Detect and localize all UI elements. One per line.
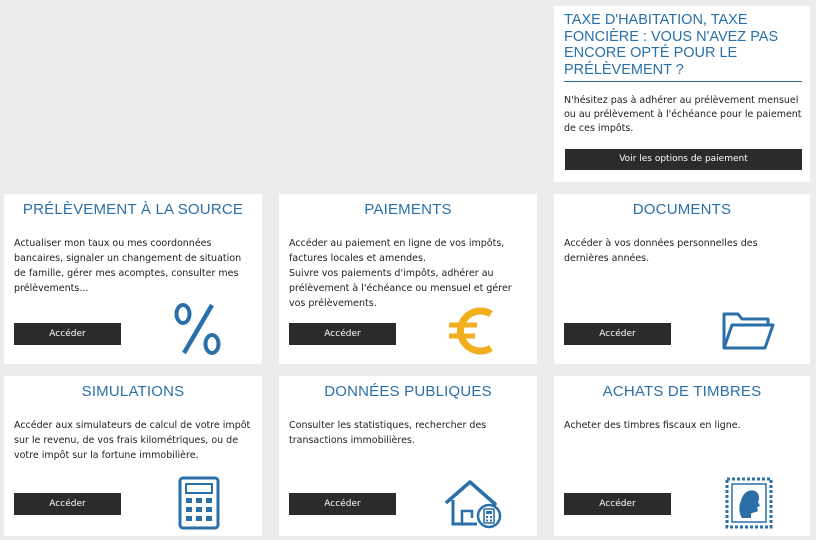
card-title: SIMULATIONS <box>81 383 185 400</box>
card-description <box>14 418 254 463</box>
paiements-access-button[interactable]: Accéder <box>289 323 396 345</box>
card-description-line: Accéder au paiement en ligne de vos impôts, factures locales et amendes. <box>289 238 505 264</box>
payment-options-button[interactable]: Voir les options de paiement <box>565 149 802 170</box>
stamp-icon <box>724 476 774 530</box>
prelevement-source-access-button[interactable]: Accéder <box>14 323 121 345</box>
calculator-icon <box>178 476 220 530</box>
documents-access-button[interactable]: Accéder <box>564 323 671 345</box>
card-achats-timbres <box>554 376 810 536</box>
card-description-line: Acheter des timbres fiscaux en ligne. <box>564 420 741 431</box>
card-description-line: Accéder aux simulateurs de calcul de votre impôt sur le revenu, de vos frais kilométriques, ou de votre impôt sur la fortune immobilière. <box>14 420 251 461</box>
card-description-line: Accéder à vos données personnelles des dernières années. <box>564 238 758 264</box>
house-calculator-icon <box>443 478 503 530</box>
card-description <box>564 236 802 266</box>
donnees-publiques-access-button[interactable]: Accéder <box>289 493 396 515</box>
card-description-line: Actualiser mon taux ou mes coordonnées bancaires, signaler un changement de situation de famille, gérer mes acomptes, consulter mes prélèvements... <box>14 238 242 294</box>
card-donnees-publiques <box>279 376 537 536</box>
achats-timbres-access-button[interactable]: Accéder <box>564 493 671 515</box>
simulations-access-button[interactable]: Accéder <box>14 493 121 515</box>
card-title: PRÉLÈVEMENT À LA SOURCE <box>22 201 244 218</box>
card-description <box>564 418 802 433</box>
promo-title: TAXE D'HABITATION, TAXE FONCIÈRE : VOUS N'AVEZ PAS ENCORE OPTÉ POUR LE PRÉLÈVEMENT ? <box>564 12 802 82</box>
card-description-line: Suivre vos paiements d'impôts, adhérer au prélèvement à l'échéance ou mensuel et gérer vos prélèvements. <box>289 268 512 309</box>
card-description <box>289 418 529 448</box>
payment-options-promo <box>554 6 810 182</box>
card-prelevement-source <box>4 194 262 364</box>
card-paiements <box>279 194 537 364</box>
card-title: ACHATS DE TIMBRES <box>602 383 762 400</box>
card-title: DOCUMENTS <box>632 201 732 218</box>
promo-text: N'hésitez pas à adhérer au prélèvement mensuel ou au prélèvement à l'échéance pour le paiement de ces impôts. <box>564 95 802 134</box>
euro-icon <box>447 304 499 358</box>
card-simulations <box>4 376 262 536</box>
percent-icon <box>172 302 224 356</box>
card-title: PAIEMENTS <box>364 201 452 218</box>
card-description-line: Consulter les statistiques, rechercher des transactions immobilières. <box>289 420 487 446</box>
card-title: DONNÉES PUBLIQUES <box>324 383 492 400</box>
card-description <box>14 236 254 296</box>
card-documents <box>554 194 810 364</box>
card-description <box>289 236 529 311</box>
folder-icon <box>720 308 776 352</box>
